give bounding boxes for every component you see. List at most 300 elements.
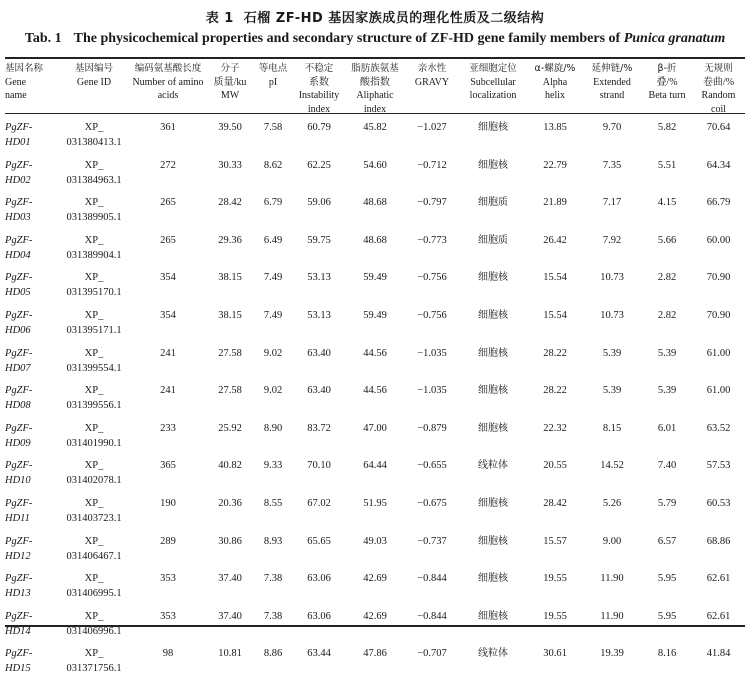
cell-pi: 8.90: [263, 422, 283, 434]
cell-coil: 60.00: [706, 234, 731, 246]
cell-text: XP_: [84, 497, 104, 509]
gene-name-cell: [5, 116, 60, 154]
column-header-label: Beta turn: [648, 90, 686, 101]
cell-text: 031399556.1: [66, 400, 122, 412]
cell-beta: 6.57: [657, 535, 677, 547]
cell-aa: 241: [160, 385, 176, 397]
column-header-label: 酸指数: [360, 76, 390, 88]
column-header-molecular-weight: [208, 59, 252, 116]
cell-text: 031406995.1: [66, 588, 122, 600]
cell-alpha: 15.54: [543, 309, 567, 321]
cell-ii: 83.72: [307, 422, 331, 434]
cell-text: HD13: [5, 588, 31, 600]
cell-text: HD02: [5, 174, 31, 186]
cell-aa: 365: [160, 460, 176, 472]
cell-aa: 354: [160, 272, 176, 284]
cell-ai: 47.00: [363, 422, 387, 434]
cell-ii: 53.13: [307, 309, 331, 321]
cell-text: PgZF-: [5, 272, 33, 284]
cell-beta: 5.39: [657, 347, 677, 359]
cell-text: HD04: [5, 249, 31, 261]
column-header-label: 等电点: [258, 63, 288, 74]
cell-mw: 40.82: [218, 460, 242, 472]
cell-text: PgZF-: [5, 422, 33, 434]
cell-aa: 289: [160, 535, 176, 547]
cell-coil: 63.52: [706, 422, 731, 434]
cell-mw: 30.86: [218, 535, 242, 547]
cell-text: HD03: [5, 212, 31, 224]
gene-id-cell: [60, 116, 128, 154]
zfhd-properties-table: [5, 59, 745, 680]
cell-gravy: −0.773: [417, 234, 447, 246]
cell-loc: 细胞质: [478, 197, 508, 209]
cell-text: PgZF-: [5, 460, 33, 472]
cell-loc: 细胞核: [478, 573, 508, 585]
cell-mw: 38.15: [218, 272, 242, 284]
table-caption-chinese: [0, 7, 750, 26]
cell-ai: 48.68: [363, 234, 387, 246]
table-row: [5, 417, 745, 455]
cell-pi: 7.38: [263, 573, 283, 585]
cell-coil: 62.61: [706, 573, 731, 585]
gene-name-cell: [5, 154, 60, 192]
cell-ii: 65.65: [307, 535, 331, 547]
gene-name-cell: [5, 379, 60, 417]
cell-beta: 5.95: [657, 610, 677, 622]
cell-text: XP_: [84, 460, 104, 472]
table-body: [5, 116, 745, 680]
gene-name-cell: [5, 191, 60, 229]
cell-text: 031389905.1: [66, 212, 122, 224]
column-header-label: strand: [599, 90, 625, 101]
cell-text: PgZF-: [5, 234, 33, 246]
cell-text: PgZF-: [5, 309, 33, 321]
cell-text: PgZF-: [5, 573, 33, 585]
gene-id-cell: [60, 417, 128, 455]
cell-text: 031389904.1: [66, 249, 122, 261]
cell-text: HD15: [5, 663, 31, 675]
column-header-label: Instability: [298, 90, 340, 101]
cell-ai: 48.68: [363, 197, 387, 209]
cell-ai: 64.44: [363, 460, 387, 472]
cell-pi: 7.38: [263, 610, 283, 622]
cell-text: 031399554.1: [66, 362, 122, 374]
cell-ii: 59.75: [307, 234, 331, 246]
cell-coil: 66.79: [706, 197, 731, 209]
cell-text: HD06: [5, 324, 31, 336]
cell-text: XP_: [84, 385, 104, 397]
cell-loc: 细胞核: [478, 159, 508, 171]
cell-text: HD12: [5, 550, 31, 562]
cell-mw: 37.40: [218, 610, 242, 622]
cell-loc: 细胞核: [478, 422, 508, 434]
table-row: [5, 567, 745, 605]
cell-aa: 272: [160, 159, 176, 171]
cell-pi: 6.49: [263, 234, 283, 246]
header-row: [5, 59, 745, 116]
cell-aa: 354: [160, 309, 176, 321]
cell-text: XP_: [84, 347, 104, 359]
cell-ii: 70.10: [307, 460, 331, 472]
cell-ai: 44.56: [363, 347, 387, 359]
cell-ext: 19.39: [600, 648, 624, 660]
cell-text: HD11: [5, 512, 30, 524]
gene-name-cell: [5, 454, 60, 492]
gene-id-cell: [60, 530, 128, 568]
column-header-label: 编码氨基酸长度: [134, 63, 202, 74]
cell-ai: 49.03: [363, 535, 387, 547]
cell-loc: 细胞质: [478, 234, 508, 246]
column-header-extended-strand: [582, 59, 642, 116]
cell-ii: 63.40: [307, 385, 331, 397]
cell-beta: 8.16: [657, 648, 677, 660]
cell-alpha: 20.55: [543, 460, 567, 472]
cell-ai: 42.69: [363, 610, 387, 622]
column-header-label: 脂肪族氨基: [351, 63, 399, 74]
table-number-chinese: 表 1: [205, 11, 234, 26]
cell-text: 031406467.1: [66, 550, 122, 562]
cell-text: PgZF-: [5, 385, 33, 397]
gene-id-cell: [60, 191, 128, 229]
cell-coil: 70.64: [706, 122, 731, 133]
cell-ai: 47.86: [363, 648, 387, 660]
cell-aa: 361: [160, 122, 176, 133]
cell-pi: 8.55: [263, 497, 283, 509]
cell-gravy: −0.844: [417, 573, 447, 585]
table-row: [5, 605, 745, 643]
gene-id-cell: [60, 567, 128, 605]
cell-alpha: 22.32: [543, 422, 567, 434]
cell-ii: 62.25: [307, 159, 331, 171]
cell-text: PgZF-: [5, 197, 33, 209]
cell-mw: 27.58: [218, 385, 242, 397]
cell-coil: 60.53: [706, 497, 731, 509]
cell-ii: 60.79: [307, 122, 331, 133]
cell-text: PgZF-: [5, 610, 33, 622]
cell-ai: 59.49: [363, 272, 387, 284]
cell-alpha: 13.85: [543, 122, 567, 133]
cell-beta: 2.82: [657, 272, 677, 284]
column-header-aliphatic-index: [344, 59, 406, 116]
cell-ai: 59.49: [363, 309, 387, 321]
cell-gravy: −0.675: [417, 497, 447, 509]
gene-name-cell: [5, 304, 60, 342]
column-header-alpha-helix: [528, 59, 582, 116]
cell-ai: 45.82: [363, 122, 387, 133]
table-row: [5, 116, 745, 154]
cell-text: HD01: [5, 137, 31, 148]
column-header-beta-turn: [642, 59, 692, 116]
table-number-english: Tab. 1: [24, 31, 62, 46]
cell-pi: 7.58: [263, 122, 283, 133]
cell-pi: 7.49: [263, 272, 283, 284]
cell-ext: 7.35: [602, 159, 622, 171]
cell-gravy: −0.712: [417, 159, 447, 171]
cell-coil: 68.86: [706, 535, 731, 547]
cell-ii: 63.06: [307, 610, 331, 622]
column-header-gravy: [406, 59, 458, 116]
gene-id-cell: [60, 605, 128, 643]
table-row: [5, 342, 745, 380]
cell-text: HD10: [5, 475, 31, 487]
cell-ii: 63.06: [307, 573, 331, 585]
cell-mw: 25.92: [218, 422, 242, 434]
cell-gravy: −1.027: [417, 122, 447, 133]
column-header-label: Extended: [593, 76, 631, 88]
cell-mw: 38.15: [218, 309, 242, 321]
cell-text: 031371756.1: [66, 663, 122, 675]
cell-text: PgZF-: [5, 347, 33, 359]
gene-name-cell: [5, 530, 60, 568]
column-header-random-coil: [692, 59, 745, 116]
column-header-label: Subcellular: [470, 76, 516, 88]
gene-id-cell: [60, 266, 128, 304]
cell-ii: 63.44: [307, 648, 331, 660]
cell-loc: 细胞核: [478, 535, 508, 547]
cell-text: PgZF-: [5, 122, 33, 133]
column-header-label: 分子: [220, 63, 240, 74]
cell-ext: 9.70: [602, 122, 622, 133]
cell-ai: 51.95: [363, 497, 387, 509]
gene-name-cell: [5, 266, 60, 304]
cell-alpha: 22.79: [543, 159, 567, 171]
cell-text: HD05: [5, 287, 31, 299]
cell-coil: 41.84: [706, 648, 731, 660]
column-header-label: α-螺旋/%: [534, 63, 576, 74]
cell-ai: 44.56: [363, 385, 387, 397]
cell-coil: 61.00: [706, 347, 731, 359]
cell-pi: 8.93: [263, 535, 283, 547]
table-row: [5, 191, 745, 229]
column-header-label: 卷曲/%: [702, 76, 735, 88]
column-header-subcellular-localization: [458, 59, 528, 116]
cell-text: 031395170.1: [66, 287, 122, 299]
cell-beta: 6.01: [657, 422, 677, 434]
cell-loc: 细胞核: [478, 272, 508, 284]
column-header-label: 亚细胞定位: [469, 63, 517, 74]
column-header-label: coil: [711, 103, 726, 115]
gene-id-cell: [60, 492, 128, 530]
table-row: [5, 530, 745, 568]
table-row: [5, 229, 745, 267]
cell-text: 031380413.1: [66, 137, 122, 148]
cell-ii: 63.40: [307, 347, 331, 359]
column-header-label: Gene ID: [76, 76, 112, 88]
cell-ext: 10.73: [600, 309, 624, 321]
cell-pi: 9.02: [263, 385, 283, 397]
cell-ii: 59.06: [307, 197, 331, 209]
cell-text: XP_: [84, 610, 104, 622]
cell-aa: 233: [160, 422, 176, 434]
table-row: [5, 642, 745, 680]
column-header-label: index: [307, 103, 331, 115]
cell-ext: 8.15: [602, 422, 622, 434]
column-header-label: Aliphatic: [356, 90, 394, 101]
column-header-label: 基因编号: [74, 63, 113, 74]
cell-aa: 190: [160, 497, 176, 509]
cell-ext: 11.90: [600, 573, 624, 585]
column-header-label: pI: [268, 76, 278, 88]
column-header-label: Alpha: [542, 76, 568, 88]
cell-aa: 241: [160, 347, 176, 359]
cell-text: XP_: [84, 197, 104, 209]
cell-ai: 54.60: [363, 159, 387, 171]
cell-gravy: −0.707: [417, 648, 447, 660]
table-row: [5, 379, 745, 417]
gene-id-cell: [60, 154, 128, 192]
table-row: [5, 154, 745, 192]
cell-loc: 细胞核: [478, 385, 508, 397]
cell-loc: 细胞核: [478, 347, 508, 359]
cell-text: 031402078.1: [66, 475, 122, 487]
cell-text: XP_: [84, 272, 104, 284]
cell-gravy: −0.737: [417, 535, 447, 547]
cell-beta: 5.95: [657, 573, 677, 585]
cell-text: XP_: [84, 159, 104, 171]
column-header-label: localization: [469, 90, 517, 101]
cell-ii: 53.13: [307, 272, 331, 284]
cell-gravy: −0.879: [417, 422, 447, 434]
column-header-label: 基因名称: [5, 63, 44, 74]
cell-mw: 39.50: [218, 122, 242, 133]
cell-gravy: −0.844: [417, 610, 447, 622]
cell-text: PgZF-: [5, 497, 33, 509]
cell-text: XP_: [84, 234, 104, 246]
cell-ext: 5.39: [602, 385, 622, 397]
cell-text: HD14: [5, 625, 31, 637]
column-header-label: 不稳定: [304, 63, 334, 74]
cell-mw: 29.36: [218, 234, 242, 246]
cell-coil: 70.90: [706, 309, 731, 321]
column-header-label: GRAVY: [414, 76, 450, 88]
cell-pi: 9.02: [263, 347, 283, 359]
cell-gravy: −1.035: [417, 347, 447, 359]
cell-beta: 5.66: [657, 234, 677, 246]
cell-text: PgZF-: [5, 535, 33, 547]
cell-mw: 27.58: [218, 347, 242, 359]
cell-loc: 细胞核: [478, 309, 508, 321]
column-header-label: 延伸链/%: [591, 63, 633, 74]
cell-coil: 57.53: [706, 460, 731, 472]
gene-name-cell: [5, 229, 60, 267]
cell-loc: 细胞核: [478, 610, 508, 622]
cell-ii: 67.02: [307, 497, 331, 509]
gene-id-cell: [60, 342, 128, 380]
column-header-label: 无规则: [704, 63, 733, 74]
cell-beta: 2.82: [657, 309, 677, 321]
cell-text: 031401990.1: [66, 437, 122, 449]
column-header-label: 亲水性: [417, 63, 447, 74]
cell-beta: 4.15: [657, 197, 677, 209]
column-header-label: name: [5, 90, 27, 101]
cell-beta: 5.79: [657, 497, 677, 509]
table-row: [5, 304, 745, 342]
table-row: [5, 454, 745, 492]
table-caption-english: [0, 31, 750, 47]
cell-alpha: 15.57: [543, 535, 567, 547]
cell-mw: 30.33: [218, 159, 242, 171]
cell-mw: 28.42: [218, 197, 242, 209]
gene-name-cell: [5, 642, 60, 680]
column-header-amino-acid-count: [128, 59, 208, 116]
cell-gravy: −0.756: [417, 309, 447, 321]
cell-text: XP_: [84, 422, 104, 434]
cell-alpha: 28.42: [543, 497, 567, 509]
cell-beta: 5.51: [657, 159, 677, 171]
cell-mw: 37.40: [218, 573, 242, 585]
cell-text: XP_: [84, 122, 104, 133]
cell-aa: 265: [160, 234, 176, 246]
column-header-label: 系数: [309, 76, 329, 88]
gene-name-cell: [5, 605, 60, 643]
cell-ext: 10.73: [600, 272, 624, 284]
gene-id-cell: [60, 229, 128, 267]
cell-ext: 11.90: [600, 610, 624, 622]
column-header-isoelectric-point: [252, 59, 294, 116]
column-header-label: β-折: [657, 63, 677, 74]
cell-ext: 9.00: [602, 535, 622, 547]
cell-coil: 62.61: [706, 610, 731, 622]
cell-gravy: −0.756: [417, 272, 447, 284]
table-title-english: The physicochemical properties and secondary structure of ZF-HD gene family members of: [73, 31, 621, 46]
cell-pi: 7.49: [263, 309, 283, 321]
column-header-label: MW: [220, 90, 240, 101]
cell-gravy: −0.655: [417, 460, 447, 472]
cell-text: HD08: [5, 400, 31, 412]
column-header-label: acids: [157, 90, 179, 101]
column-header-label: Random: [701, 90, 736, 101]
cell-alpha: 19.55: [543, 573, 567, 585]
cell-text: 031403723.1: [66, 512, 122, 524]
cell-text: 031395171.1: [66, 324, 122, 336]
column-header-gene-id: [60, 59, 128, 116]
cell-alpha: 19.55: [543, 610, 567, 622]
cell-loc: 细胞核: [478, 497, 508, 509]
cell-loc: 细胞核: [478, 122, 508, 133]
cell-pi: 6.79: [263, 197, 283, 209]
cell-mw: 20.36: [218, 497, 242, 509]
gene-id-cell: [60, 642, 128, 680]
table-row: [5, 492, 745, 530]
cell-text: 031406996.1: [66, 625, 122, 637]
gene-name-cell: [5, 342, 60, 380]
cell-text: PgZF-: [5, 159, 33, 171]
gene-name-cell: [5, 417, 60, 455]
cell-aa: 265: [160, 197, 176, 209]
cell-pi: 8.62: [263, 159, 283, 171]
cell-text: XP_: [84, 535, 104, 547]
cell-mw: 10.81: [218, 648, 242, 660]
gene-name-cell: [5, 492, 60, 530]
column-header-instability-index: [294, 59, 344, 116]
gene-name-cell: [5, 567, 60, 605]
column-header-label: 叠/%: [656, 76, 678, 88]
column-header-label: Number of amino: [132, 76, 204, 88]
cell-alpha: 15.54: [543, 272, 567, 284]
cell-aa: 98: [162, 648, 174, 660]
cell-ext: 7.17: [602, 197, 622, 209]
cell-loc: 线粒体: [478, 460, 508, 472]
cell-ext: 14.52: [600, 460, 624, 472]
cell-text: HD07: [5, 362, 31, 374]
cell-text: 031384963.1: [66, 174, 122, 186]
cell-aa: 353: [160, 573, 176, 585]
column-header-label: 质量/ku: [213, 76, 247, 88]
cell-beta: 7.40: [657, 460, 677, 472]
cell-pi: 8.86: [263, 648, 283, 660]
cell-alpha: 30.61: [543, 648, 567, 660]
cell-gravy: −0.797: [417, 197, 447, 209]
